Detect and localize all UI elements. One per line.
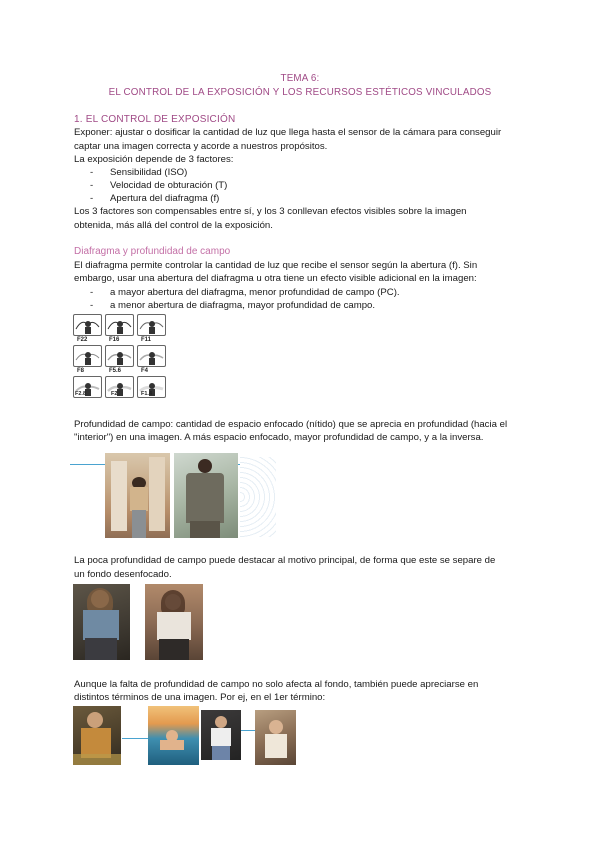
section2-p1-line1: El diafragma permite controlar la cantidad de luz que recibe el sensor según la abertura (f). Sin — [74, 260, 478, 271]
section1-p3-line1: Los 3 factores son compensables entre sí, y los 3 conllevan efectos visibles sobre la imagen — [74, 206, 467, 217]
aperture-label: F11 — [141, 337, 152, 343]
doc-tema: TEMA 6: — [280, 73, 320, 84]
aperture-icon — [137, 345, 166, 367]
aperture-diagram — [73, 314, 168, 400]
example-photo — [73, 706, 121, 765]
aperture-label: F22 — [77, 337, 88, 343]
bokeh-portrait-photo — [73, 584, 130, 660]
aperture-icon — [105, 345, 134, 367]
example-photo — [148, 706, 199, 765]
aperture-label: F8 — [77, 368, 85, 374]
section1-heading: 1. EL CONTROL DE EXPOSICIÓN — [74, 114, 236, 125]
section1-p2: La exposición depende de 3 factores: — [74, 154, 234, 165]
aperture-icon — [105, 314, 134, 336]
doc-title: EL CONTROL DE LA EXPOSICIÓN Y LOS RECURSOS ESTÉTICOS VINCULADOS — [108, 87, 492, 98]
section2-heading: Diafragma y profundidad de campo — [74, 246, 231, 257]
aperture-icon — [137, 314, 166, 336]
deep-dof-photo — [105, 453, 170, 538]
poca-line1: La poca profundidad de campo puede destacar al motivo principal, de forma que este se separe de — [74, 555, 496, 566]
aperture-label: F4 — [141, 368, 149, 374]
example-photo — [255, 710, 296, 765]
foreground-dof-figure — [73, 706, 298, 766]
falta-line1: Aunque la falta de profundidad de campo no solo afecta al fondo, también puede apreciarse en — [74, 679, 479, 690]
aperture-label: F16 — [109, 337, 120, 343]
annotation-line — [122, 738, 148, 739]
aperture-label: F1.4 — [141, 391, 153, 397]
decorative-pattern — [240, 457, 276, 537]
pc-line1: Profundidad de campo: cantidad de espacio enfocado (nítido) que se aprecia en profundidad (hacia el — [74, 419, 508, 430]
shallow-dof-photo — [174, 453, 238, 538]
falta-line2: distintos términos de una imagen. Por ej, en el 1er término: — [74, 692, 326, 703]
factor-item: - Sensibilidad (ISO) — [90, 167, 188, 178]
example-photo — [201, 710, 241, 760]
aperture-icon — [73, 345, 102, 367]
bokeh-portrait-photo-2 — [145, 584, 203, 660]
aperture-label: F2 — [111, 391, 118, 397]
aperture-icon — [105, 376, 134, 398]
aperture-icon — [73, 314, 102, 336]
section1-p1-line1: Exponer: ajustar o dosificar la cantidad de luz que llega hasta el sensor de la cámara para conseguir — [74, 127, 502, 138]
dof-comparison-figure — [70, 447, 280, 539]
aperture-bullet: - a mayor abertura del diafragma, menor profundidad de campo (PC). — [90, 287, 400, 298]
pc-line2: "interior") en una imagen. A más espacio enfocado, mayor profundidad de campo, y a la inversa. — [74, 432, 484, 443]
section2-p1-line2: embargo, usar una abertura del diafragma u otra tiene un efecto visible adicional en la imagen: — [74, 273, 477, 284]
aperture-bullet: - a menor abertura de diafragma, mayor profundidad de campo. — [90, 300, 376, 311]
aperture-label: F2.8 — [75, 391, 87, 397]
poca-line2: un fondo desenfocado. — [74, 569, 172, 580]
section1-p3-line2: obtenida, más allá del control de la exposición. — [74, 220, 273, 231]
aperture-label: F5.6 — [109, 368, 122, 374]
section1-p1-line2: captar una imagen correcta y acorde a nuestros propósitos. — [74, 141, 328, 152]
factor-item: - Velocidad de obturación (T) — [90, 180, 228, 191]
annotation-line — [70, 464, 108, 465]
factor-item: - Apertura del diafragma (f) — [90, 193, 220, 204]
